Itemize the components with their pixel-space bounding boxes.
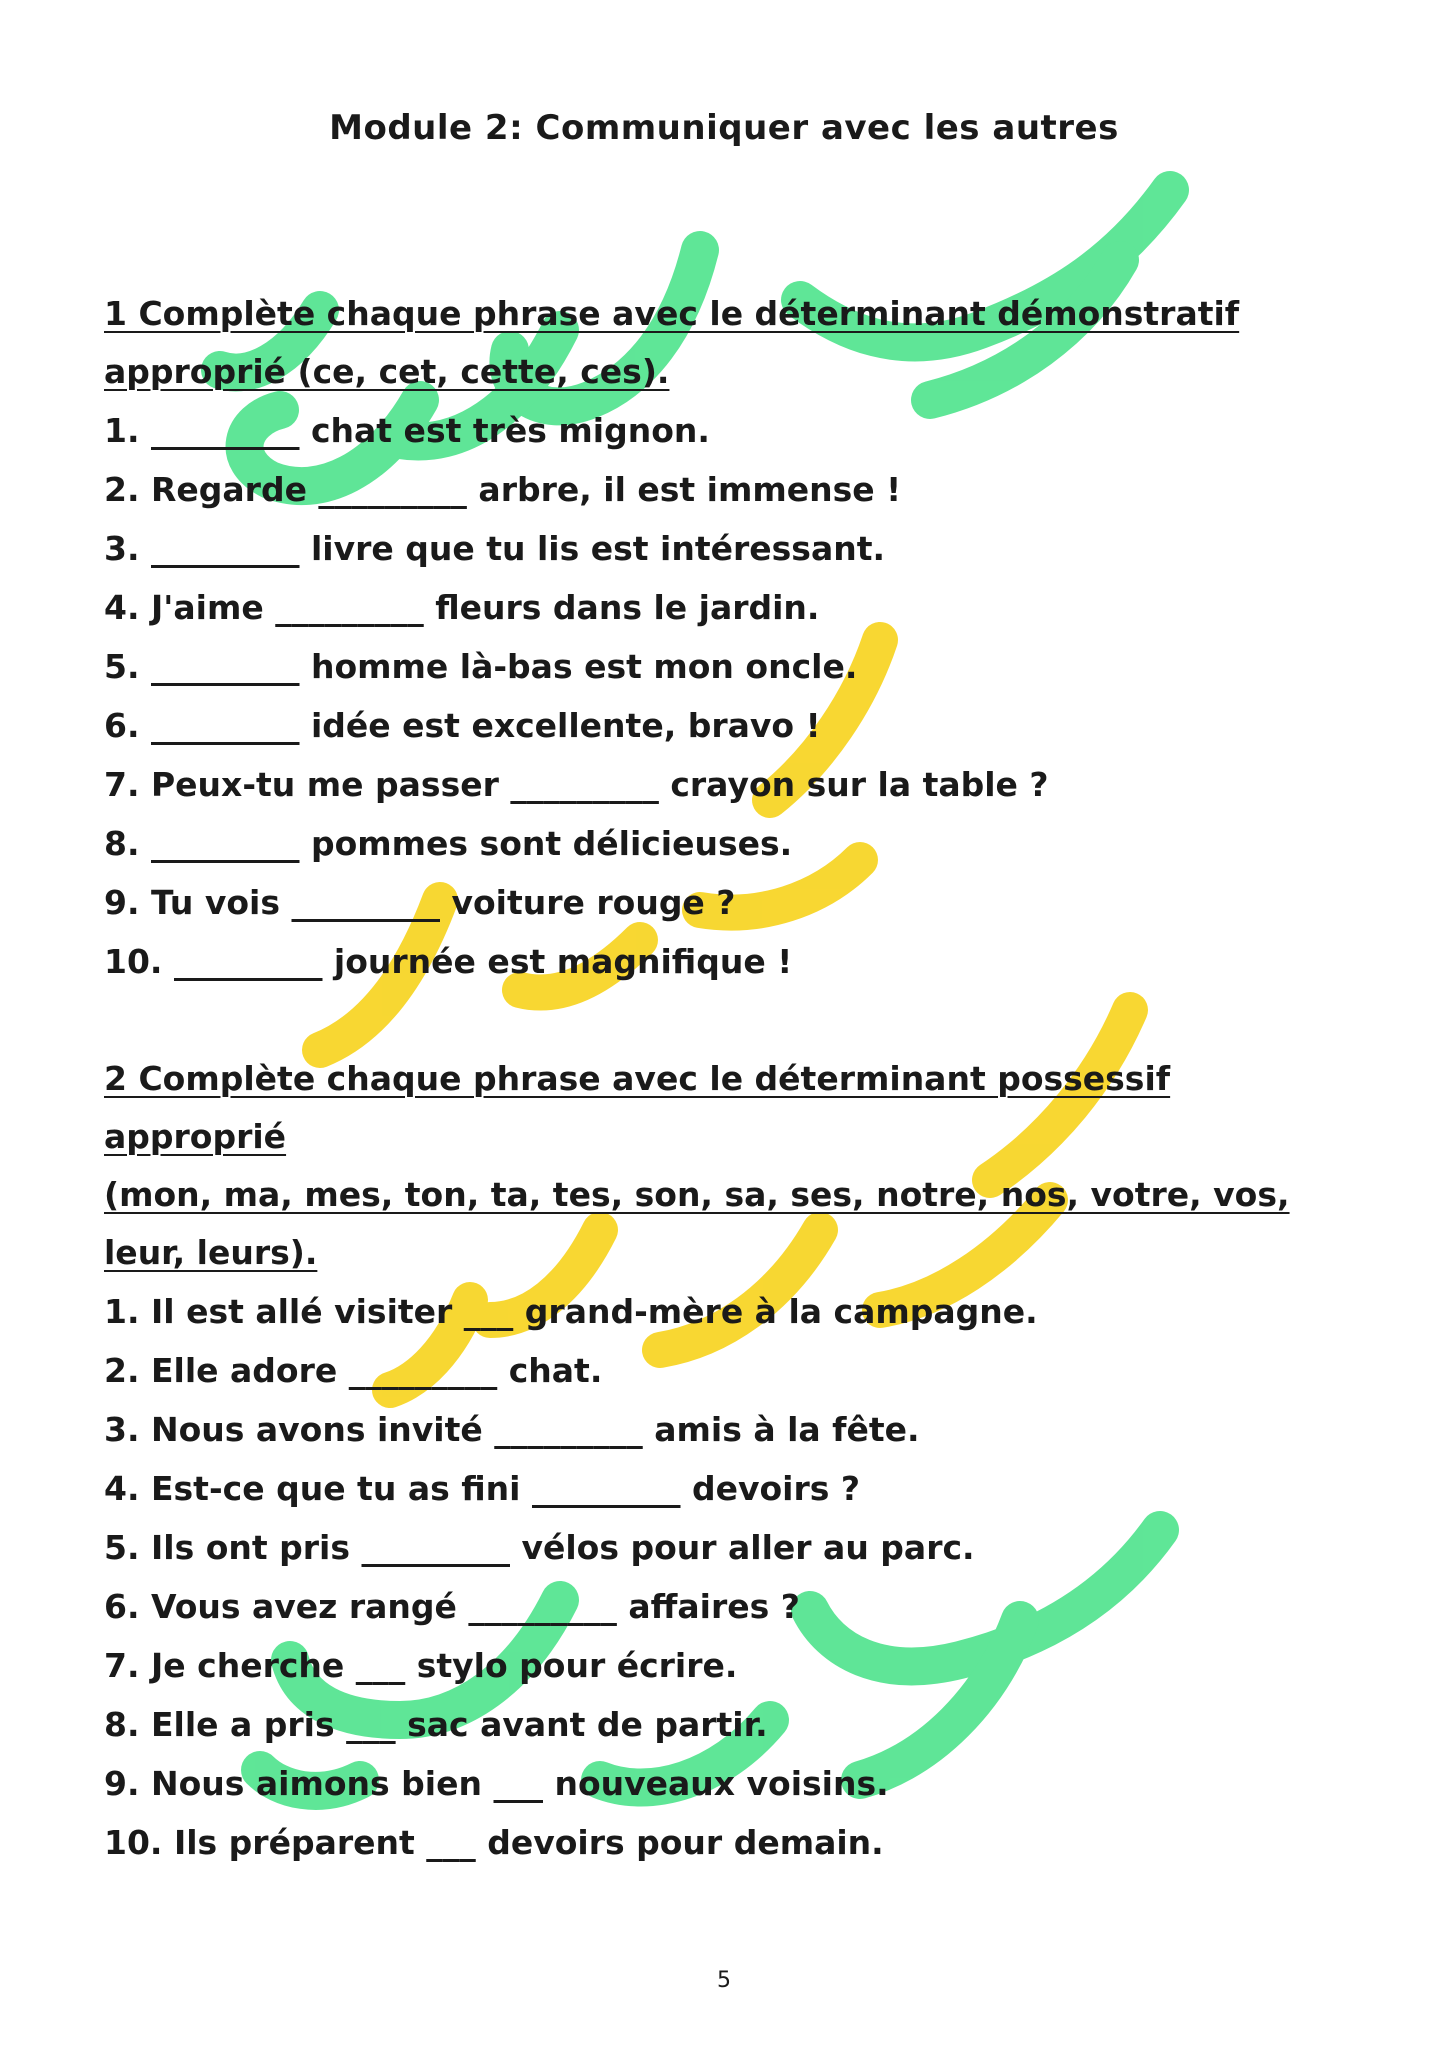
page-number: 5 [717,1968,731,1993]
exercise-2-instruction-line-1: 2 Complète chaque phrase avec le déterminant possessif approprié [104,1059,1171,1156]
exercise-2-item-6: 6. Vous avez rangé _________ affaires ? [104,1587,800,1626]
exercise-2-instruction-line-3: leur, leurs). [104,1233,318,1272]
exercise-2-item-4: 4. Est-ce que tu as fini _________ devoirs ? [104,1469,861,1508]
exercise-2-instruction-line-2: (mon, ma, mes, ton, ta, tes, son, sa, ses, notre, nos, votre, vos, [104,1175,1290,1214]
exercise-2-item-3: 3. Nous avons invité _________ amis à la fête. [104,1410,920,1449]
exercise-1-item-9: 9. Tu vois _________ voiture rouge ? [104,883,736,922]
exercise-1-item-7: 7. Peux-tu me passer _________ crayon sur la table ? [104,765,1049,804]
exercise-2-item-1: 1. Il est allé visiter ___ grand-mère à la campagne. [104,1292,1038,1331]
exercise-2-items [104,1282,1304,1872]
exercise-1-instruction-line-1: 1 Complète chaque phrase avec le déterminant démonstratif [104,294,1240,333]
exercise-2-item-2: 2. Elle adore _________ chat. [104,1351,603,1390]
exercise-1-item-10: 10. _________ journée est magnifique ! [104,942,793,981]
exercise-1-item-3: 3. _________ livre que tu lis est intéressant. [104,529,886,568]
exercise-1-item-6: 6. _________ idée est excellente, bravo ! [104,706,821,745]
exercise-1-item-1: 1. _________ chat est très mignon. [104,411,710,450]
exercise-1-items [104,401,1304,991]
exercise-1-item-2: 2. Regarde _________ arbre, il est immense ! [104,470,902,509]
exercise-2-item-5: 5. Ils ont pris _________ vélos pour aller au parc. [104,1528,975,1567]
exercise-2-item-9: 9. Nous aimons bien ___ nouveaux voisins. [104,1764,889,1803]
exercise-1-item-8: 8. _________ pommes sont délicieuses. [104,824,793,863]
exercise-1-instruction-line-2: approprié (ce, cet, cette, ces). [104,352,670,391]
exercise-2-item-10: 10. Ils préparent ___ devoirs pour demain. [104,1823,884,1862]
exercise-1-item-4: 4. J'aime _________ fleurs dans le jardin. [104,588,820,627]
exercise-2-item-7: 7. Je cherche ___ stylo pour écrire. [104,1646,738,1685]
exercise-1 [104,285,1304,991]
exercise-2 [104,1050,1304,1872]
exercise-1-item-5: 5. _________ homme là-bas est mon oncle. [104,647,858,686]
page-title: Module 2: Communiquer avec les autres [329,108,1119,148]
exercise-2-item-8: 8. Elle a pris ___ sac avant de partir. [104,1705,768,1744]
